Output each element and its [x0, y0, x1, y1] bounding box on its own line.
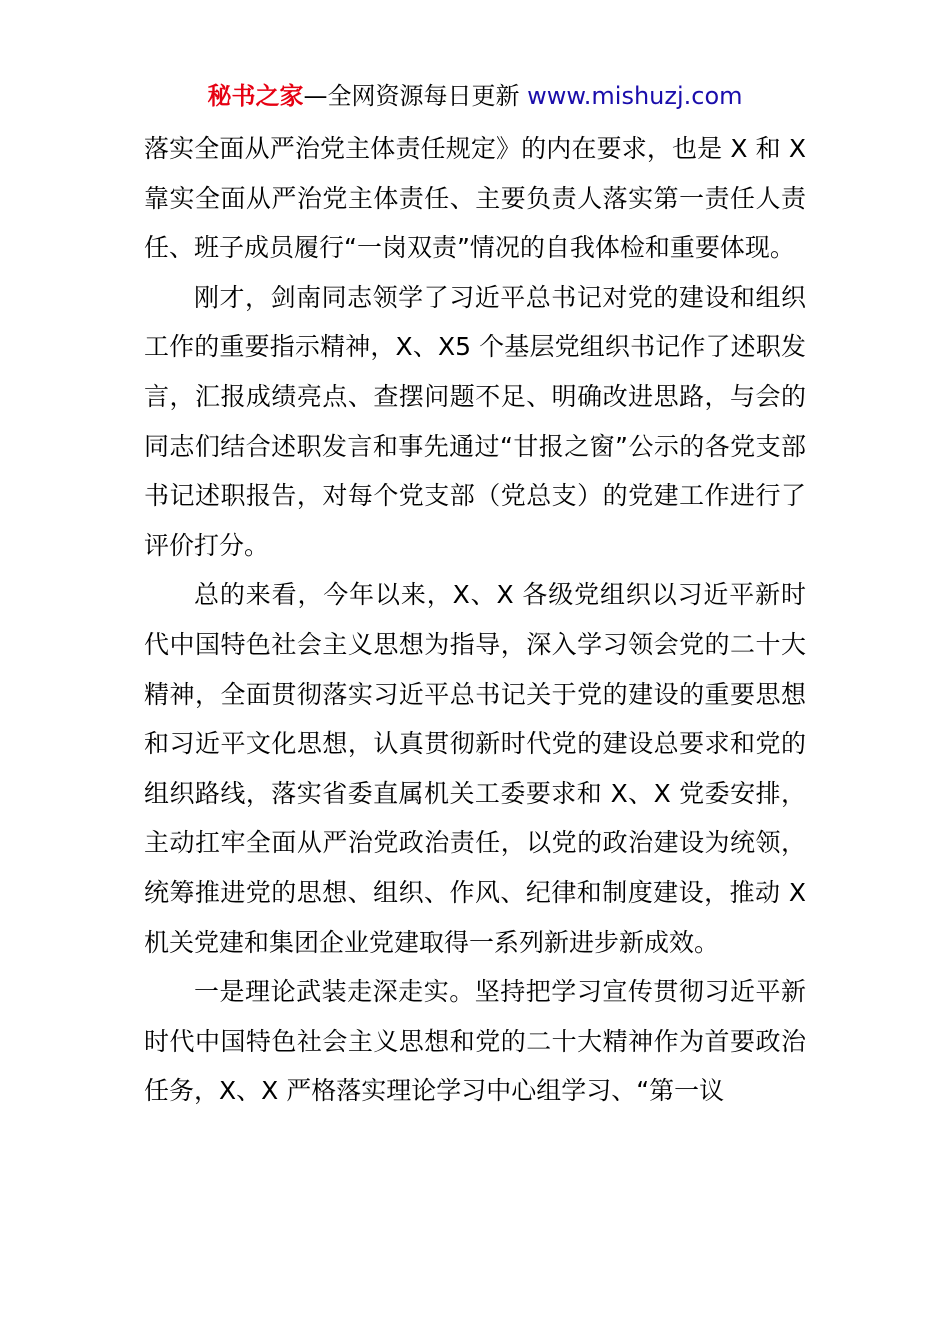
site-header [0, 80, 950, 112]
paragraph-overview: 总的来看，今年以来，X、X 各级党组织以习近平新时代中国特色社会主义思想为指导，深入学习领会党的二十大精神，全面贯彻落实习近平总书记关于党的建设的重要思想和习近平文化思想，认真贯彻新时代党的建设总要求和党的组织路线，落实省委直属机关工委要求和 X、X 党委安排，主动扛牢全面从严治党政治责任，以党的政治建设为统领，统筹推进党的思想、组织、作风、纪律和制度建设，推动 X 机关党建和集团企业党建取得一系列新进步新成效。 [144, 580, 806, 957]
document-body [144, 124, 806, 1116]
paragraph-continued: 落实全面从严治党主体责任规定》的内在要求，也是 X 和 X 靠实全面从严治党主体责任、主要负责人落实第一责任人责任、班子成员履行“一岗双责”情况的自我体检和重要体现。 [144, 134, 806, 263]
site-slogan: —全网资源每日更新 [303, 82, 528, 110]
site-url[interactable]: www.mishuzj.com [527, 82, 743, 110]
paragraph-theory: 一是理论武装走深走实。坚持把学习宣传贯彻习近平新时代中国特色社会主义思想和党的二十大精神作为首要政治任务，X、X 严格落实理论学习中心组学习、“第一议 [144, 977, 806, 1106]
paragraph-review: 刚才，剑南同志领学了习近平总书记对党的建设和组织工作的重要指示精神，X、X5 个基层党组织书记作了述职发言，汇报成绩亮点、查摆问题不足、明确改进思路，与会的同志们结合述职发言和事先通过“甘报之窗”公示的各党支部书记述职报告，对每个党支部（党总支）的党建工作进行了评价打分。 [144, 282, 806, 560]
site-brand: 秘书之家 [207, 82, 304, 110]
